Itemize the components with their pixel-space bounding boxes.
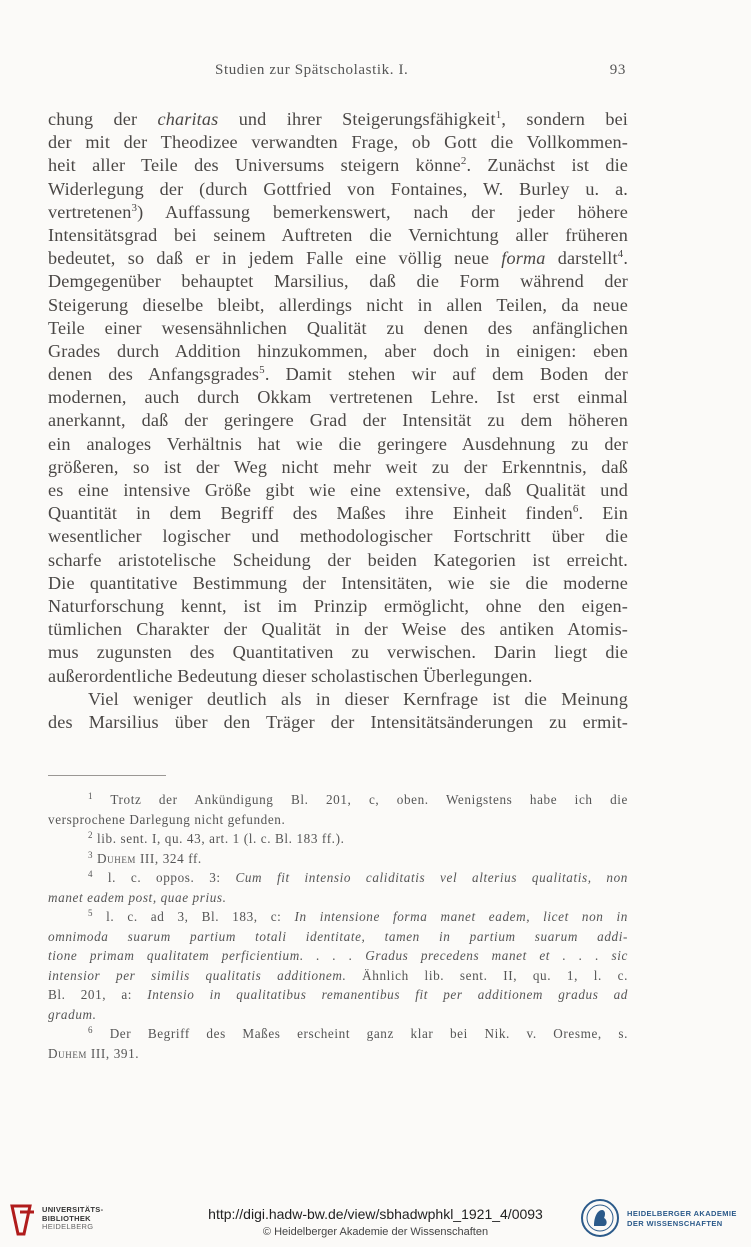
footnote-ref: 3 [131,201,138,214]
text-line: Die quantitative Bestimmung der Intensitäten, wie sie die moderne [48,572,628,593]
footnote-ref: 1 [495,109,502,121]
footnote-line: Bl. 201, a: Intensio in qualitatibus remanentibus fit per additionem gradus ad [48,987,628,1002]
footnote-line: $^6$ Der Begriff des Maßes erscheint ganz klar bei Nik. v. Oresme, s. [88,1025,629,1041]
footnote-line: omnimoda suarum partium totali identitate, tamen in partium suarum addi- [48,928,628,944]
text-line: außerordentliche Bedeutung dieser scholastischen Überlegungen. [48,665,533,686]
footnote-ref: 2 [460,155,467,168]
text-line: Naturforschung kennt, ist im Prinzip ermöglicht, ohne den eigen- [48,595,628,616]
text-line: Widerlegung der (durch Gottfried von Fontaines, W. Burley u. a. [48,178,628,199]
academy-seal-icon [580,1198,620,1238]
text-line: ein analoges Verhältnis hat wie die geringere Ausdehnung zu der [48,433,628,454]
text-line: vertretenen$^3$) Auffassung bemerkenswert, nach der jeder höhere [48,201,628,222]
digitization-footer [0,1192,751,1247]
footnote-line: versprochene Darlegung nicht gefunden. [48,811,286,827]
footnote-line: $^2$ lib. sent. I, qu. 43, art. 1 (l. c. Bl. 183 ff.). [88,830,345,846]
footnote-line: $^5$ l. c. ad 3, Bl. 183, c: In intensione forma manet eadem, licet non in [88,908,628,924]
text-line: denen des Anfangsgrades$^5$. Damit stehen wir auf dem Boden der [48,364,628,385]
text-line: Teile einer wesensähnlichen Qualität zu denen des anfänglichen [48,317,628,338]
footnote-line: intensior per similis qualitatis additionem. Ähnlich lib. sent. II, qu. 1, l. c. [48,967,628,983]
text-line: heit aller Teile des Universums steigern könne$^2$. Zunächst ist die [48,155,628,176]
footnote-marker: 4 [88,869,94,879]
text-line: Grades durch Addition hinzukommen, aber doch in einigen: eben [48,340,628,361]
footnote-marker: 6 [88,1025,94,1035]
footnote-line: Duhem III, 391. [48,1045,140,1061]
footnote-marker: 3 [88,849,94,860]
academy-name: HEIDELBERGER AKADEMIE DER WISSENSCHAFTEN [627,1209,737,1228]
running-header [48,62,628,86]
footnote-marker: 5 [88,908,94,918]
text-line: es eine intensive Größe gibt wie eine extensive, daß Qualität und [48,480,628,500]
text-line: Intensitätsgrad bei seinem Auftreten die Vernichtung aller früheren [48,224,628,245]
footnote-line: gradum. [48,1006,97,1022]
footnote-marker: 1 [88,791,94,801]
text-line: Viel weniger deutlich als in dieser Kernfrage ist die Meinung [88,688,628,709]
footnote-line: $^4$ l. c. oppos. 3: Cum fit intensio caliditatis vel alterius qualitatis, non [88,869,628,885]
text-line: Demgegenüber behauptet Marsilius, daß die Form während der [48,271,628,292]
footnote-marker: 2 [88,830,94,840]
text-line: der mit der Theodizee verwandten Frage, ob Gott die Vollkommen- [48,132,628,153]
text-line: anerkannt, daß der geringere Grad der Intensität zu dem höheren [48,410,628,431]
copyright-notice: © Heidelberger Akademie der Wissenschaften [262,1226,489,1238]
text-line: bedeutet, so daß er in jedem Falle eine völlig neue forma darstellt$^4$. [48,248,629,269]
main-text [48,108,628,734]
university-library-name: UNIVERSITÄTS- BIBLIOTHEK HEIDELBERG [42,1205,104,1231]
text-line: scharfe aristotelische Scheidung der beiden Kategorien ist erreicht. [48,549,628,570]
text-line: modernen, auch durch Okkam vertretenen Lehre. Ist erst einmal [48,387,628,408]
permalink-url[interactable]: http://digi.hadw-bw.de/view/sbhadwphkl_1921_4/0093 [208,1206,543,1222]
page-number: 93 [609,62,626,78]
footnote-ref: 5 [259,364,265,377]
footnote-line: $^3$ Duhem III, 324 ff. [88,849,202,866]
text-line: Steigerung dieselbe bleibt, allerdings nicht in allen Teilen, da neue [48,294,628,315]
footnote-ref: 4 [617,248,624,261]
footnotes [48,790,628,1063]
text-line: des Marsilius über den Träger der Intensitätsänderungen zu ermit- [48,711,628,732]
footnote-line: tione primam qualitatem perficientium. . . . Gradus precedens manet et . . . sic [48,948,628,963]
footnote-divider [48,775,166,776]
footnote-ref: 6 [572,503,579,516]
text-line: wesentlicher logischer und methodologischer Fortschritt über die [48,526,628,547]
footnote-line: manet eadem post, quae prius. [48,889,227,905]
text-line: tümlichen Charakter der Qualität in der Weise des antiken Atomis- [48,619,628,640]
running-title: Studien zur Spätscholastik. I. [215,62,409,78]
text-line: mus zugunsten des Quantitativen zu verwischen. Darin liegt die [48,642,628,663]
footnote-line: $^1$ Trotz der Ankündigung Bl. 201, c, oben. Wenigstens habe ich die [88,791,628,807]
text-line: Quantität in dem Begriff des Maßes ihre Einheit finden$^6$. Ein [48,503,628,524]
text-line: größeren, so ist der Weg nicht mehr weit zu der Erkenntnis, daß [48,456,628,477]
text-line: chung der charitas und ihrer Steigerungsfähigkeit$^1$, sondern bei [48,109,628,129]
